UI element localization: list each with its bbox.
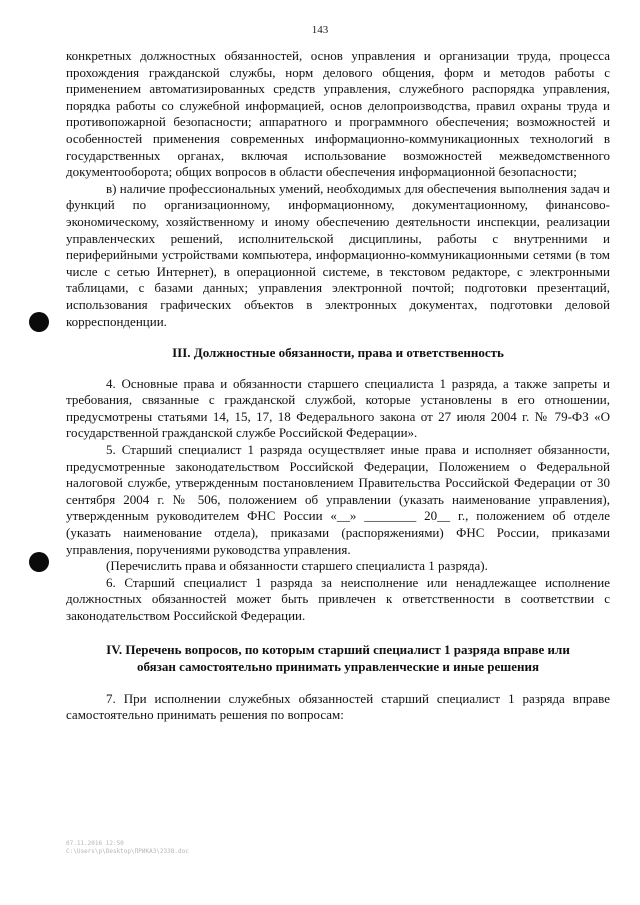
paragraph-skills: в) наличие профессиональных умений, необходимых для обеспечения выполнения задач и функций по организационному, информационному, документационному, финансово-экономическому, хозяйственному и иному обеспечению деятельности инспекции, реализации управленческих решений, исполнительской дисциплины, работы с внутренними и периферийными устройствами компьютера, информационно-коммуникационными сетями (в том числе с сетью Интернет), в операционной системе, в текстовом редакторе, с электронными таблицами, с базами данных; управления электронной почтой; подготовки презентаций, использования графических объектов в электронных документах, подготовки деловой корреспонденции. — [66, 180, 610, 329]
file-stamp-date: 07.11.2016 12:50 — [66, 840, 124, 847]
punch-hole — [29, 312, 49, 332]
document-body — [66, 48, 610, 724]
paragraph-7: 7. При исполнении служебных обязанностей старший специалист 1 разряда вправе самостоятельно принимать решения по вопросам: — [66, 690, 610, 723]
paragraph-6: 6. Старший специалист 1 разряда за неисполнение или ненадлежащее исполнение должностных обязанностей может быть привлечен к ответственности в соответствии с законодательством Российской Федерации. — [66, 574, 610, 623]
paragraph-note: (Перечислить права и обязанности старшего специалиста 1 разряда). — [106, 558, 488, 574]
punch-hole — [29, 552, 49, 572]
page-number: 143 — [311, 24, 329, 36]
paragraph-4: 4. Основные права и обязанности старшего специалиста 1 разряда, а также запреты и требования, связанные с гражданской службой, которые установлены в его отношении, предусмотрены статьями 14, 15, 17, 18 Федерального закона от 27 июля 2004 г. № 79-ФЗ «О государственной гражданской службе Российской Федерации». — [66, 375, 610, 441]
section-4-heading-line-1: IV. Перечень вопросов, по которым старший специалист 1 разряда вправе или — [106, 641, 570, 657]
file-stamp — [66, 840, 189, 856]
paragraph-5: 5. Старший специалист 1 разряда осуществляет иные права и исполняет обязанности, предусмотренные законодательством Российской Федерации, Положением о Федеральной налоговой службе, утвержденным постановлением Правительства Российской Федерации от 30 сентября 2004 г. № 506, положением об управлении (указать наименование управления), утвержденным руководителем ФНС России «__» ________ 20__ г., положением об отделе (указать наименование отдела), приказами (распоряжениями) ФНС России, приказами управления, поручениями руководства управления. — [66, 442, 610, 557]
section-4-heading — [66, 641, 610, 675]
paragraph-knowledge-continuation: конкретных должностных обязанностей, основ управления и организации труда, процесса прохождения гражданской службы, норм делового общения, форм и методов работы с применением автоматизированных средств управления, служебного распорядка управления, порядка работы со служебной информацией, основ делопроизводства, правил охраны труда и противопожарной безопасности; аппаратного и программного обеспечения; возможностей и особенностей применения современных информационно-коммуникационных технологий в государственных органах, включая использование возможностей межведомственного документооборота; общих вопросов в области обеспечения информационной безопасности; — [66, 48, 610, 180]
file-stamp-path: С:\Users\p\Desktop\ПРИКАЗ\2338.doc — [66, 848, 189, 855]
section-4-heading-line-2: обязан самостоятельно принимать управленческие и иные решения — [136, 658, 540, 674]
section-3-heading: III. Должностные обязанности, права и ответственность — [172, 345, 504, 361]
